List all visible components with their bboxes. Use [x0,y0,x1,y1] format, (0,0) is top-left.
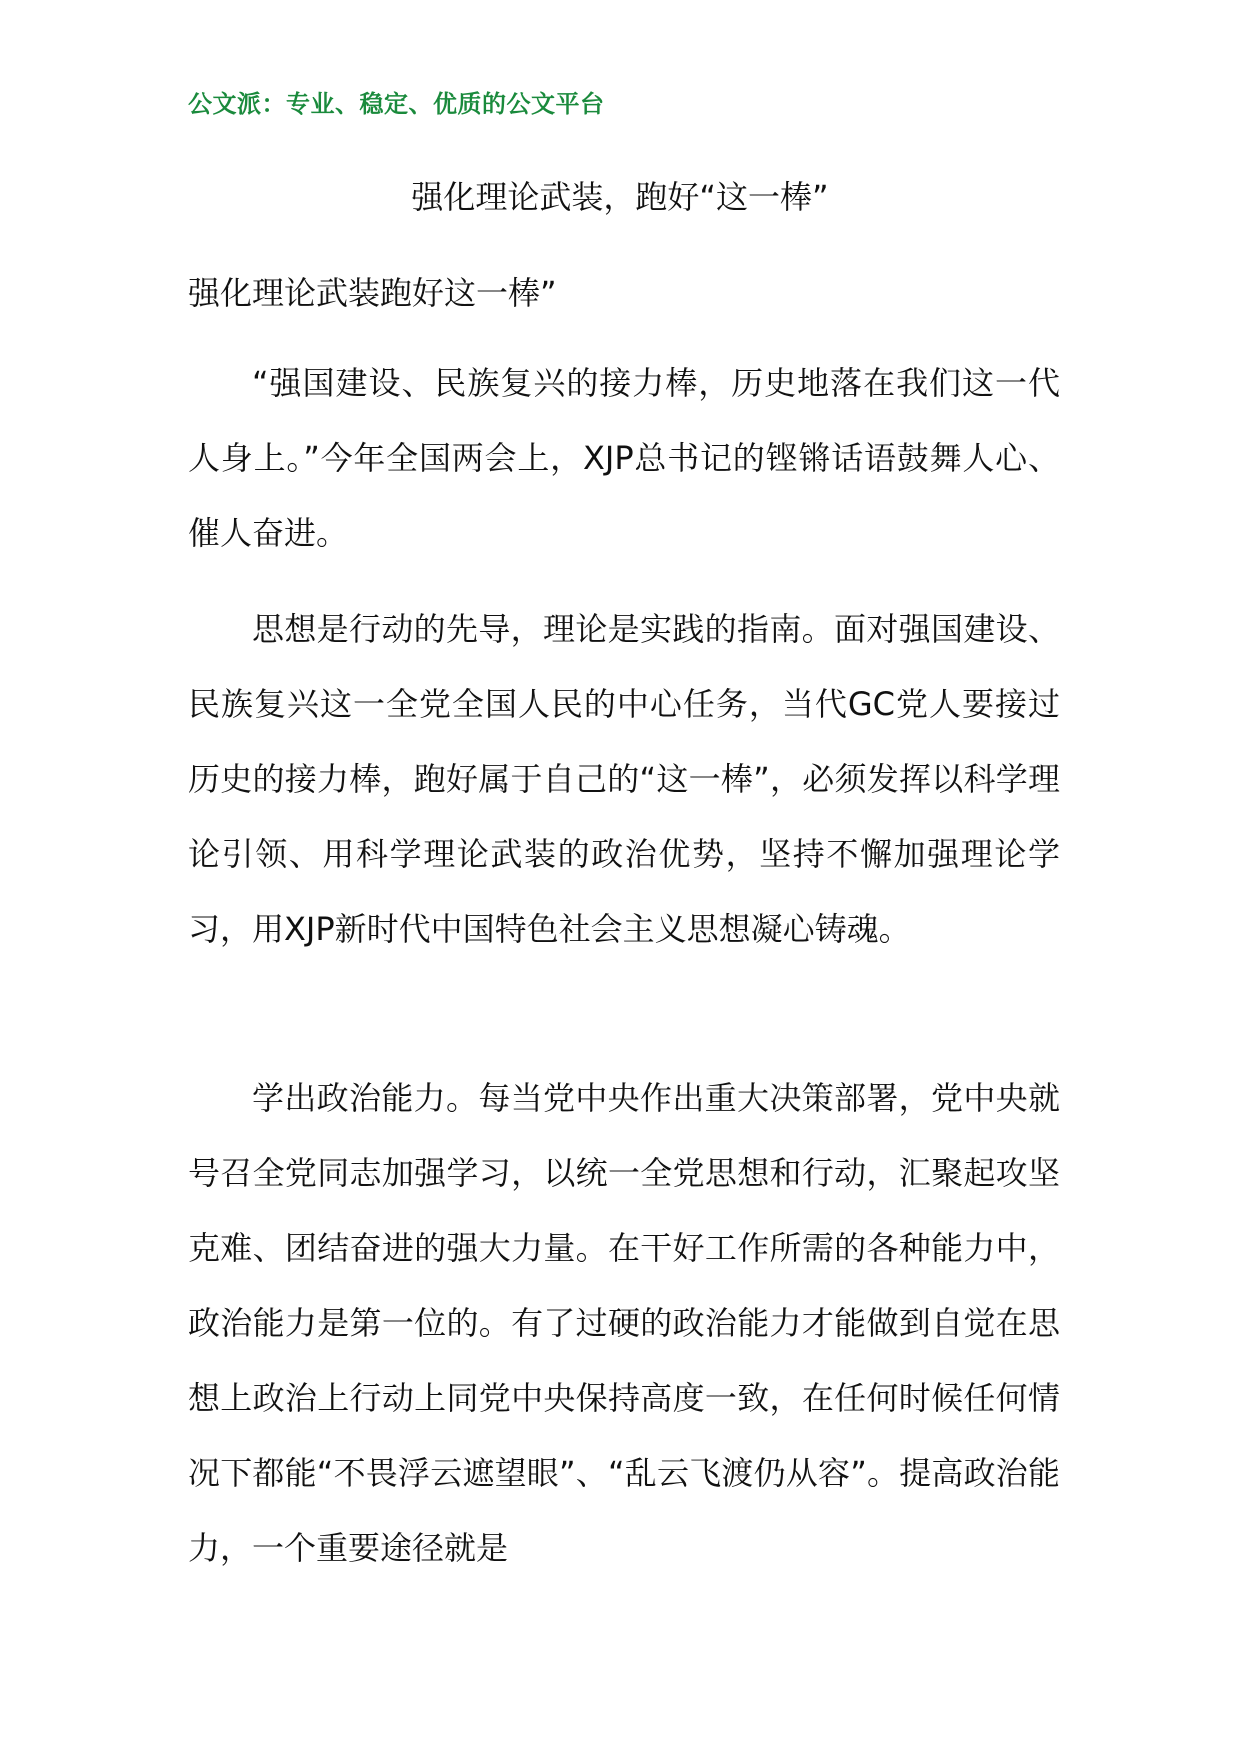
brand-header: 公文派：专业、稳定、优质的公文平台 [188,90,605,118]
article-title: 强化理论武装，跑好“这一棒” [411,178,829,216]
article-subtitle: 强化理论武装跑好这一棒” [188,274,557,312]
paragraph-political-ability: 学出政治能力。每当党中央作出重大决策部署，党中央就号召全党同志加强学习，以统一全党思想和行动，汇聚起攻坚克难、团结奋进的强大力量。在干好工作所需的各种能力中，政治能力是第一位的。有了过硬的政治能力才能做到自觉在思想上政治上行动上同党中央保持高度一致，在任何时候任何情况下都能“不畏浮云遮望眼”、“乱云飞渡仍从容”。提高政治能力，一个重要途径就是 [188,1079,1060,1567]
paragraph-thought: 思想是行动的先导，理论是实践的指南。面对强国建设、民族复兴这一全党全国人民的中心任务，当代GC党人要接过历史的接力棒，跑好属于自己的“这一棒”，必须发挥以科学理论引领、用科学理论武装的政治优势，坚持不懈加强理论学习，用XJP新时代中国特色社会主义思想凝心铸魂。 [188,610,1060,948]
paragraph-intro: “强国建设、民族复兴的接力棒，历史地落在我们这一代人身上。”今年全国两会上，XJP总书记的铿锵话语鼓舞人心、催人奋进。 [188,364,1060,552]
